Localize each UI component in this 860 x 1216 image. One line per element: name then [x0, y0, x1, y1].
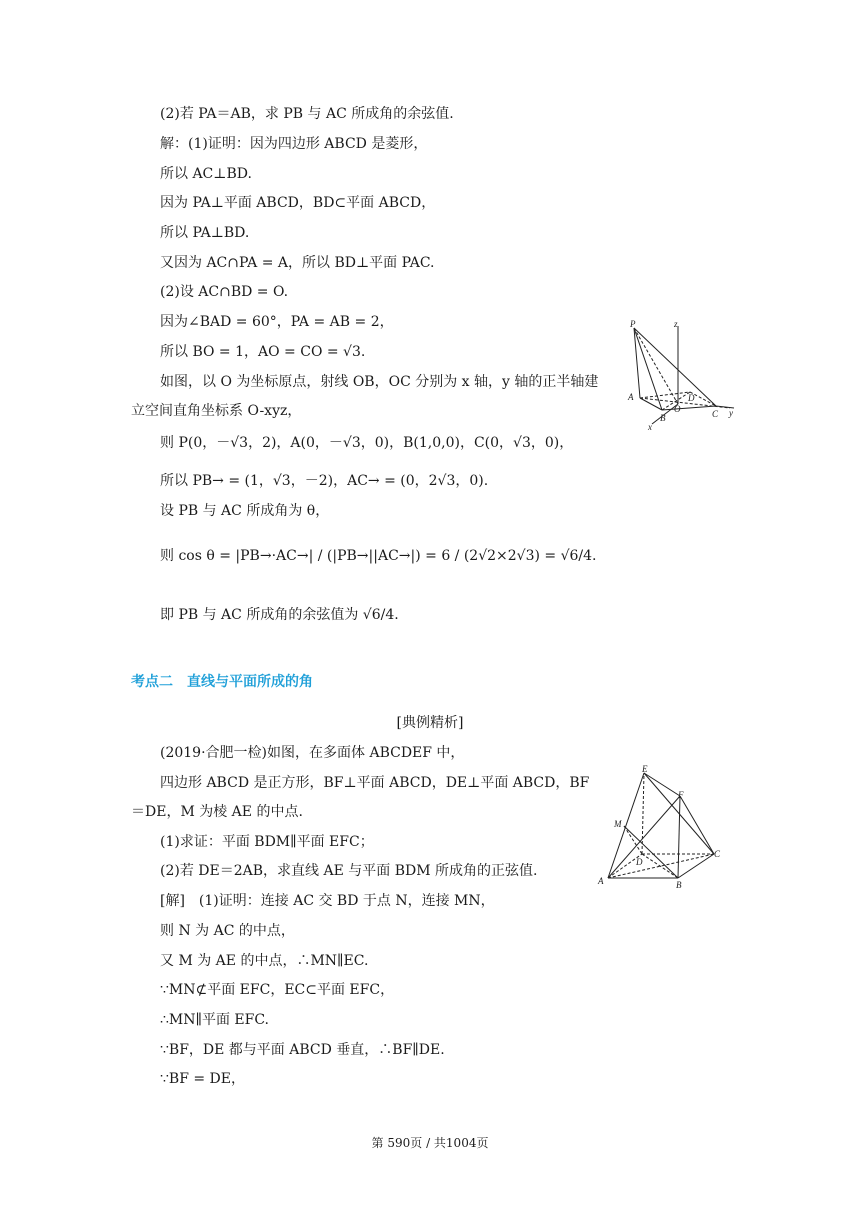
text-line: 如图，以 O 为坐标原点，射线 OB，OC 分别为 x 轴，y 轴的正半轴建: [160, 374, 599, 390]
fig1-label: B: [660, 413, 666, 423]
text-line: (2)若 DE＝2AB，求直线 AE 与平面 BDM 所成角的正弦值.: [160, 863, 538, 879]
text-line: 立空间直角坐标系 O-xyz，: [131, 403, 302, 419]
fig1-label: y: [729, 408, 733, 418]
fig2-label: A: [598, 876, 604, 886]
polyhedron-figure: [596, 764, 730, 890]
fig2-label: D: [636, 857, 643, 867]
text-line: 因为 PA⊥平面 ABCD，BD⊂平面 ABCD，: [160, 195, 436, 211]
text-line: ∵BF，DE 都与平面 ABCD 垂直，∴BF∥DE.: [160, 1042, 445, 1058]
text-line: 设 PB 与 AC 所成角为 θ，: [160, 503, 330, 519]
fig1-label: A: [628, 392, 634, 402]
page-footer: 第 590页 / 共1004页: [371, 1136, 489, 1150]
text-line: 即 PB 与 AC 所成角的余弦值为 √6/4.: [160, 607, 399, 623]
fig2-label: M: [614, 819, 622, 829]
text-line: (1)求证：平面 BDM∥平面 EFC；: [160, 834, 374, 850]
subheading: [典例精析]: [396, 715, 464, 731]
text-line: (2)若 PA＝AB，求 PB 与 AC 所成角的余弦值.: [160, 106, 454, 122]
fig1-label: z: [674, 319, 678, 329]
fig2-label: C: [714, 849, 721, 859]
text-line: 四边形 ABCD 是正方形，BF⊥平面 ABCD，DE⊥平面 ABCD，BF: [160, 775, 590, 791]
text-line: 所以 PB→ = (1，√3，－2)，AC→ = (0，2√3，0).: [160, 473, 489, 489]
fig2-label: E: [642, 764, 648, 774]
text-line: ∵MN⊄平面 EFC，EC⊂平面 EFC，: [160, 982, 395, 998]
text-line: 则 N 为 AC 的中点，: [160, 923, 295, 939]
section-title: 考点二 直线与平面所成的角: [131, 674, 313, 690]
pyramid-figure: [620, 318, 745, 430]
text-line: [解] (1)证明：连接 AC 交 BD 于点 N，连接 MN，: [160, 893, 495, 909]
text-line: (2019·合肥一检)如图，在多面体 ABCDEF 中，: [160, 745, 465, 761]
fig1-label: D: [688, 393, 695, 403]
text-line: 所以 BO = 1，AO = CO = √3.: [160, 344, 366, 360]
fig1-label: P: [630, 319, 636, 329]
fig1-label: C: [712, 409, 719, 419]
text-line: 因为∠BAD = 60°，PA = AB = 2，: [160, 314, 394, 330]
fig2-label: B: [676, 880, 682, 890]
text-line: 所以 AC⊥BD.: [160, 166, 252, 182]
text-line: ∴MN∥平面 EFC.: [160, 1012, 270, 1028]
text-line: (2)设 AC∩BD = O.: [160, 284, 289, 300]
fig2-label: F: [678, 790, 684, 800]
text-line: ∵BF = DE，: [160, 1071, 245, 1087]
formula-line: 则 cos θ = |PB→·AC→| / (|PB→||AC→|) = 6 / (2√2×2√3) = √6/4.: [160, 548, 597, 564]
text-line: ＝DE，M 为棱 AE 的中点.: [131, 804, 303, 820]
fig1-label: O: [674, 404, 681, 414]
text-line: 则 P(0，－√3，2)，A(0，－√3，0)，B(1,0,0)，C(0，√3，0)，: [160, 435, 574, 451]
text-line: 又 M 为 AE 的中点，∴MN∥EC.: [160, 953, 369, 969]
fig1-label: x: [648, 422, 652, 430]
text-line: 解：(1)证明：因为四边形 ABCD 是菱形，: [160, 136, 428, 152]
text-line: 所以 PA⊥BD.: [160, 225, 250, 241]
text-line: 又因为 AC∩PA = A，所以 BD⊥平面 PAC.: [160, 255, 435, 271]
